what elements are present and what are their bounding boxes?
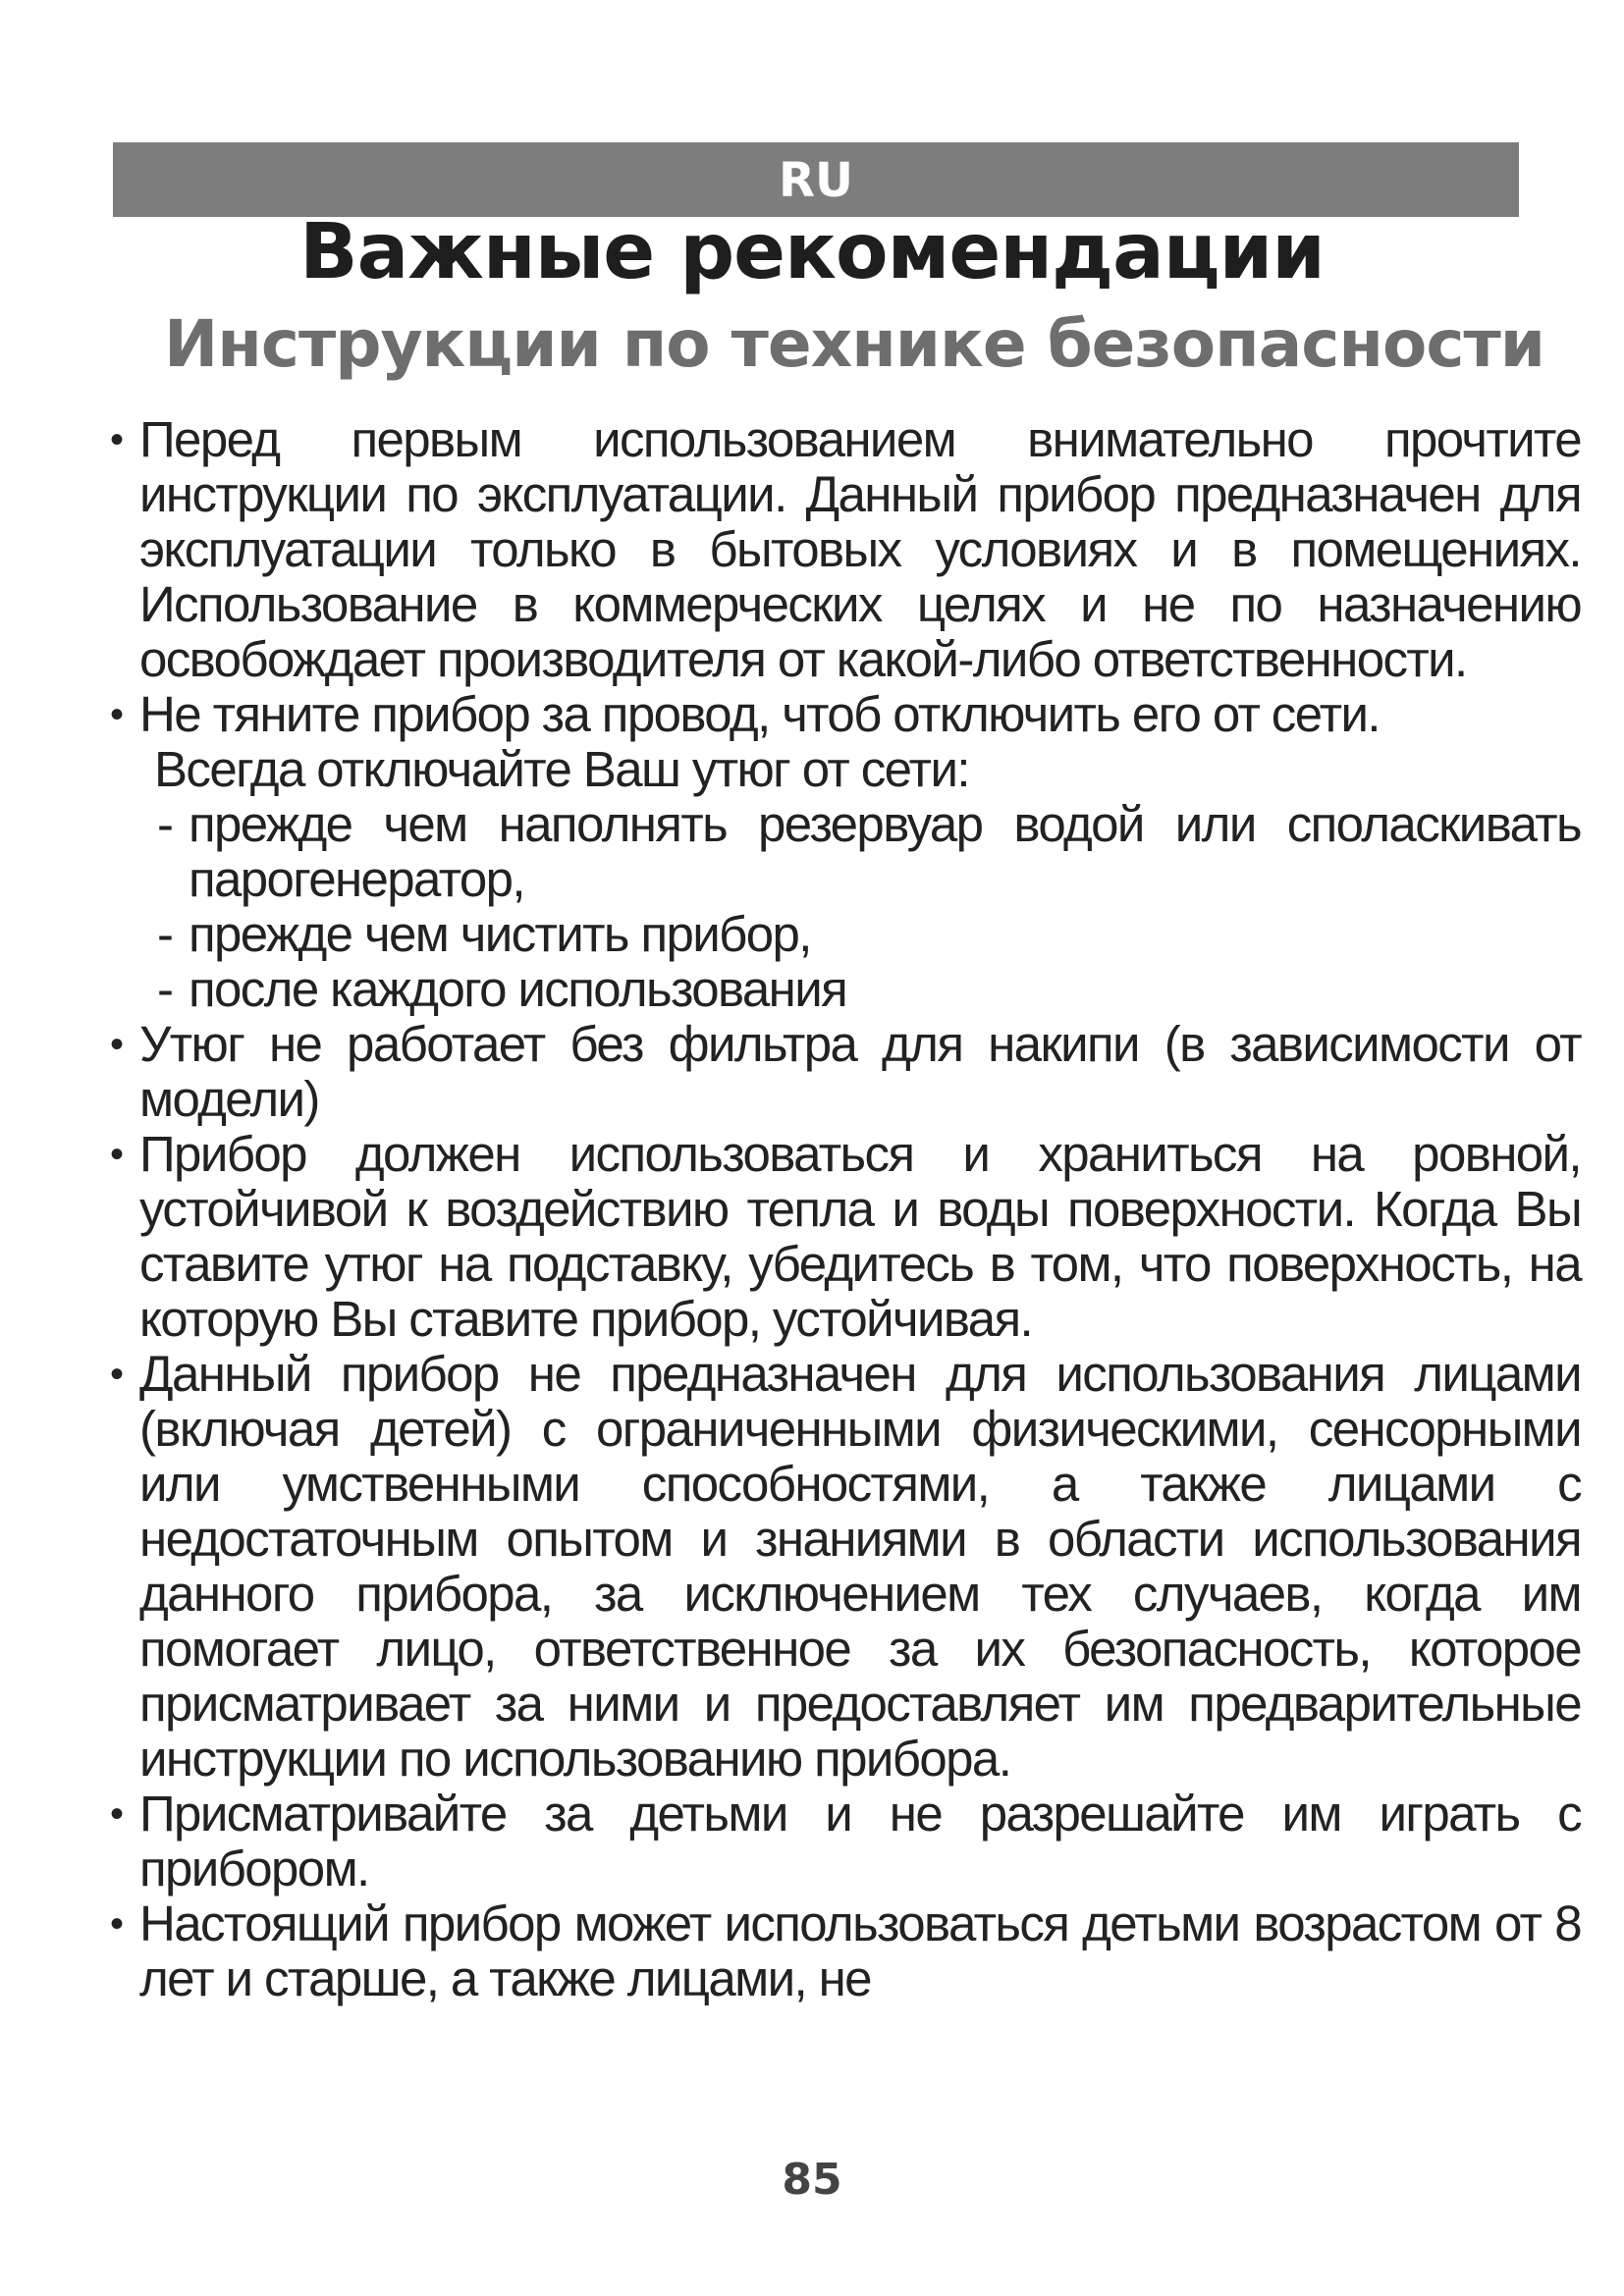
page-subtitle: Инструкции по технике безопасности [164,306,1544,382]
sub-list-item [110,962,1581,1017]
sub-item-text: после каждого использования [189,961,847,1017]
list-item [110,412,1581,687]
list-item [110,687,1581,742]
bullet-icon: • [110,693,123,736]
page-title: Важные рекомендации [299,208,1325,296]
list-item [110,1347,1581,1787]
list-item [110,1787,1581,1896]
item-text: Присматривайте за детьми и не разрешайте им играть с прибором. [139,1786,1581,1896]
item-note: Всегда отключайте Ваш утюг от сети: [154,741,969,797]
bullet-icon: • [110,1353,123,1396]
list-item [110,1896,1581,2006]
dash-icon: - [157,961,173,1017]
sub-list-item [110,907,1581,962]
item-text: Перед первым использованием внимательно прочтите инструкции по эксплуатации. Данный прибор предназначен для эксплуатации только в бытовых условиях и в помещениях. Использование в коммерческих целях и не по назначению освобождает производителя от какой-либо ответственности. [139,411,1581,687]
language-bar [113,142,1519,217]
bullet-icon: • [110,1792,123,1836]
item-text: Утюг не работает без фильтра для накипи (в зависимости от модели) [139,1016,1581,1127]
bullet-icon: • [110,418,123,461]
dash-icon: - [157,906,173,962]
bullet-icon: • [110,1133,123,1176]
item-text: Прибор должен использоваться и храниться на ровной, устойчивой к воздействию тепла и воды поверхности. Когда Вы ставите утюг на подставку, убедитесь в том, что поверхность, на которую Вы ставите прибор, устойчивая. [139,1126,1581,1347]
item-text: Не тяните прибор за провод, чтоб отключить его от сети. [139,686,1380,742]
bullet-icon: • [110,1023,123,1066]
dash-icon: - [157,796,173,852]
item-text: Данный прибор не предназначен для использования лицами (включая детей) с ограниченными физическими, сенсорными или умственными способностями, а также лицами с недостаточным опытом и знаниями в области использования данного прибора, за исключением тех случаев, когда им помогает лицо, ответственное за их безопасность, которое присматривает за ними и предоставляет им предварительные инструкции по использованию прибора. [139,1346,1581,1787]
sub-item-text: прежде чем чистить прибор, [189,906,811,962]
list-item [110,1017,1581,1127]
item-text: Настоящий прибор может использоваться детьми возрастом от 8 лет и старше, а также лицами, не [139,1896,1581,2006]
safety-instructions [110,412,1581,2006]
bullet-icon: • [110,1902,123,1946]
sub-item-text: прежде чем наполнять резервуар водой или споласкивать парогенератор, [189,796,1581,907]
page-number: 85 [782,2155,842,2205]
language-label: RU [779,153,853,208]
sub-list-item [110,797,1581,907]
list-item [110,1127,1581,1347]
